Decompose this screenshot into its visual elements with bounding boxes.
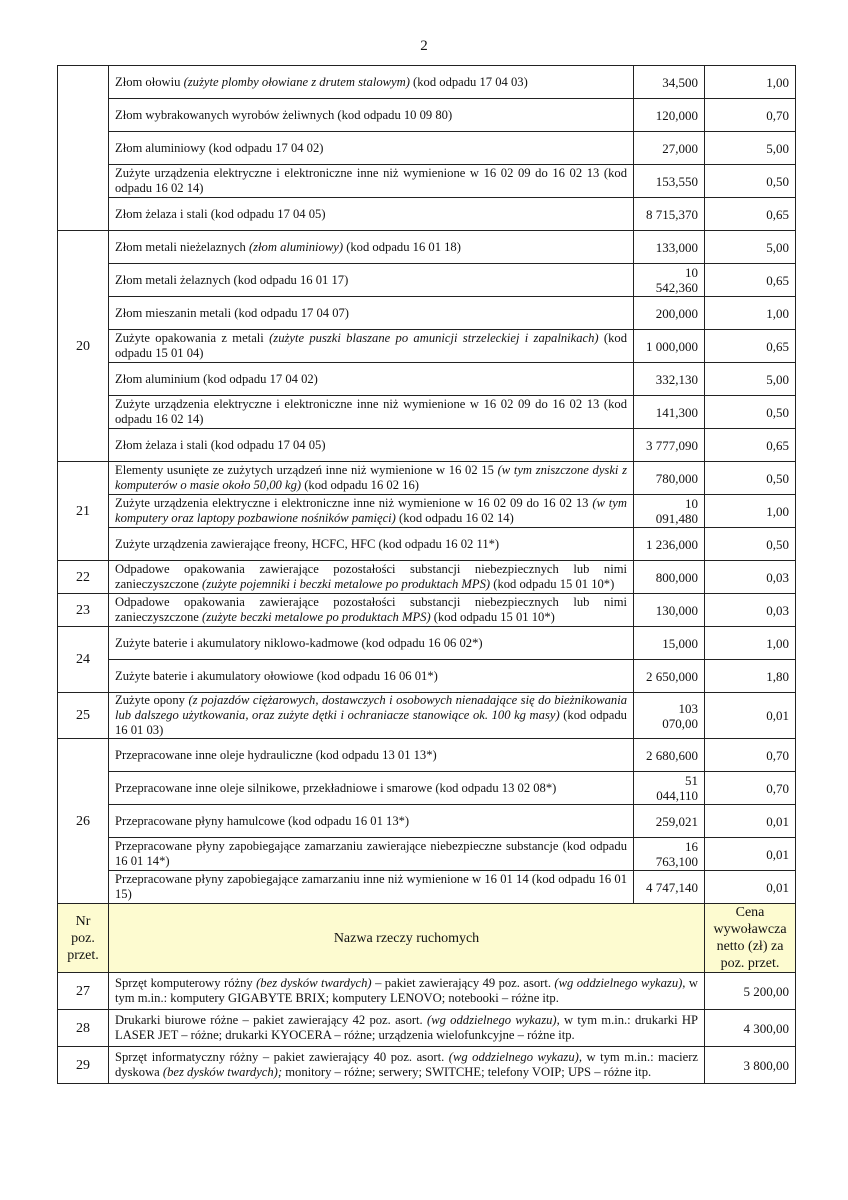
text-segment: Złom metali nieżelaznych	[115, 239, 249, 254]
item-price: 0,65	[705, 429, 796, 462]
item-number: 25	[58, 693, 109, 739]
item-price: 0,70	[705, 739, 796, 772]
item-number: 27	[58, 973, 109, 1010]
text-segment: (kod odpadu 16 01 03)	[115, 708, 627, 737]
item-price: 5,00	[705, 363, 796, 396]
item-name	[109, 198, 634, 231]
italic-note: (wg oddzielnego wykazu),	[427, 1013, 560, 1027]
italic-note: (zużyte pojemniki i beczki metalowe po produktach MPS)	[202, 577, 491, 591]
text-segment: Złom aluminiowy (kod odpadu 17 04 02)	[115, 140, 324, 155]
text-segment: Przepracowane inne oleje hydrauliczne (kod odpadu 13 01 13*)	[115, 747, 437, 762]
table-row	[58, 693, 796, 739]
text-segment: Zużyte urządzenia elektryczne i elektroniczne inne niż wymienione w 16 02 09 do 16 02 13 (kod odpadu 16 02 14)	[115, 397, 627, 426]
text-segment: Sprzęt komputerowy różny	[115, 976, 257, 990]
item-price: 0,70	[705, 99, 796, 132]
item-price: 0,01	[705, 871, 796, 904]
item-name	[109, 66, 634, 99]
text-segment: Złom żelaza i stali (kod odpadu 17 04 05)	[115, 437, 326, 452]
table-row	[58, 363, 796, 396]
item-name	[109, 363, 634, 396]
item-price: 0,70	[705, 772, 796, 805]
table-row	[58, 739, 796, 772]
italic-note: (wg oddzielnego wykazu),	[554, 976, 686, 990]
item-quantity: 103 070,00	[634, 693, 705, 739]
table-row	[58, 627, 796, 660]
table-row	[58, 805, 796, 838]
item-price: 0,50	[705, 396, 796, 429]
italic-note: (w tym komputery oraz laptopy pozbawione nośników pamięci)	[115, 496, 627, 525]
item-quantity: 141,300	[634, 396, 705, 429]
italic-note: (bez dysków twardych);	[162, 1065, 283, 1079]
table-row	[58, 1047, 796, 1084]
item-name	[109, 99, 634, 132]
table-row	[58, 528, 796, 561]
item-quantity: 800,000	[634, 561, 705, 594]
item-price: 3 800,00	[705, 1047, 796, 1084]
item-number: 21	[58, 462, 109, 561]
item-price: 1,00	[705, 297, 796, 330]
item-quantity: 1 236,000	[634, 528, 705, 561]
text-segment: – pakiet zawierający 49 poz. asort.	[371, 976, 555, 990]
item-name	[109, 264, 634, 297]
text-segment: (kod odpadu 16 02 16)	[301, 478, 419, 492]
text-segment: Złom wybrakowanych wyrobów żeliwnych (kod odpadu 10 09 80)	[115, 107, 453, 122]
table-row	[58, 264, 796, 297]
item-name	[109, 693, 634, 739]
text-segment: (kod odpadu 15 01 10*)	[430, 610, 555, 624]
item-name	[109, 429, 634, 462]
item-number: 22	[58, 561, 109, 594]
text-segment: (kod odpadu 15 01 04)	[115, 331, 627, 360]
table-row	[58, 462, 796, 495]
item-quantity: 130,000	[634, 594, 705, 627]
text-segment: Sprzęt informatyczny różny – pakiet zawierający 40 poz. asort.	[115, 1050, 449, 1064]
item-name	[109, 165, 634, 198]
item-name	[109, 594, 634, 627]
text-segment: Złom ołowiu	[115, 74, 184, 89]
item-name	[109, 396, 634, 429]
item-price: 0,50	[705, 165, 796, 198]
item-price: 0,01	[705, 838, 796, 871]
text-segment: Zużyte baterie i akumulatory niklowo-kadmowe (kod odpadu 16 06 02*)	[115, 635, 483, 650]
text-segment: Przepracowane płyny hamulcowe (kod odpadu 16 01 13*)	[115, 813, 410, 828]
text-segment: Zużyte urządzenia zawierające freony, HCFC, HFC (kod odpadu 16 02 11*)	[115, 536, 500, 551]
table-row	[58, 838, 796, 871]
item-name	[109, 561, 634, 594]
item-quantity: 8 715,370	[634, 198, 705, 231]
item-price: 1,00	[705, 66, 796, 99]
table-row	[58, 561, 796, 594]
table-row	[58, 165, 796, 198]
item-price: 5,00	[705, 132, 796, 165]
table-row	[58, 99, 796, 132]
item-name	[109, 297, 634, 330]
text-segment: Przepracowane płyny zapobiegające zamarzaniu inne niż wymienione w 16 01 14 (kod odpadu 16 01 15)	[115, 872, 627, 901]
item-number: 28	[58, 1010, 109, 1047]
auction-items-table	[57, 65, 796, 1084]
item-quantity: 259,021	[634, 805, 705, 838]
item-price: 0,65	[705, 330, 796, 363]
item-quantity: 2 680,600	[634, 739, 705, 772]
italic-note: (zużyte beczki metalowe po produktach MPS)	[202, 610, 431, 624]
item-name	[109, 1010, 705, 1047]
table-row	[58, 1010, 796, 1047]
item-name	[109, 838, 634, 871]
text-segment: (kod odpadu 16 02 14)	[395, 511, 514, 525]
text-segment: monitory – różne; serwery; SWITCHE; telefony VOIP; UPS – różne itp.	[282, 1065, 652, 1079]
table-row	[58, 973, 796, 1010]
text-segment: (kod odpadu 16 01 18)	[343, 239, 461, 254]
item-price: 0,50	[705, 462, 796, 495]
item-price: 0,03	[705, 561, 796, 594]
item-number: 24	[58, 627, 109, 693]
header-row	[58, 904, 796, 973]
item-name	[109, 973, 705, 1010]
item-quantity: 200,000	[634, 297, 705, 330]
table-row	[58, 231, 796, 264]
italic-note: (zużyte plomby ołowiane z drutem stalowym)	[183, 74, 410, 89]
text-segment: Zużyte opony	[115, 693, 189, 707]
item-price: 5,00	[705, 231, 796, 264]
text-segment: (kod odpadu 15 01 10*)	[490, 577, 615, 591]
item-quantity: 10 091,480	[634, 495, 705, 528]
item-quantity: 51 044,110	[634, 772, 705, 805]
page-number: 2	[420, 38, 428, 54]
table-row	[58, 396, 796, 429]
item-number: 26	[58, 739, 109, 904]
item-name	[109, 660, 634, 693]
item-quantity: 3 777,090	[634, 429, 705, 462]
italic-note: (z pojazdów ciężarowych, dostawczych i osobowych nienadające się do bieżnikowania lub dalszego użytkowania, oraz zużyte dętki i ochraniacze stanowiące ok. 100 kg masy)	[115, 693, 628, 722]
item-name	[109, 772, 634, 805]
item-name	[109, 871, 634, 904]
item-number: 20	[58, 231, 109, 462]
item-number: 29	[58, 1047, 109, 1084]
item-name	[109, 132, 634, 165]
item-quantity: 153,550	[634, 165, 705, 198]
table-row	[58, 871, 796, 904]
header-name: Nazwa rzeczy ruchomych	[109, 904, 705, 973]
text-segment: Odpadowe opakowania zawierające pozostałości substancji niebezpiecznych lub nimi zanieczyszczone	[115, 595, 627, 624]
item-price: 1,00	[705, 495, 796, 528]
text-segment: w tym m.in.: drukarki HP LASER JET – różne; drukarki KYOCERA – różne; urządzenia wielofunkcyjne – różne itp.	[115, 1013, 698, 1042]
italic-note: (bez dysków twardych)	[256, 976, 372, 990]
item-price: 0,03	[705, 594, 796, 627]
item-price: 1,00	[705, 627, 796, 660]
text-segment: Przepracowane płyny zapobiegające zamarzaniu zawierające niebezpieczne substancje (kod odpadu 16 01 14*)	[115, 839, 627, 868]
item-quantity: 34,500	[634, 66, 705, 99]
header-nr: Nr poz. przet.	[58, 904, 109, 973]
text-segment: Złom mieszanin metali (kod odpadu 17 04 07)	[115, 305, 349, 320]
item-name	[109, 528, 634, 561]
item-name	[109, 231, 634, 264]
item-quantity: 2 650,000	[634, 660, 705, 693]
table-row	[58, 772, 796, 805]
text-segment: Złom aluminium (kod odpadu 17 04 02)	[115, 371, 318, 386]
item-price: 4 300,00	[705, 1010, 796, 1047]
table-row	[58, 198, 796, 231]
text-segment: w tym m.in.: macierz dyskowa	[115, 1050, 698, 1079]
item-quantity: 120,000	[634, 99, 705, 132]
item-price: 0,50	[705, 528, 796, 561]
header-cena: Cena wywoławcza netto (zł) za poz. przet.	[705, 904, 796, 973]
item-price: 0,01	[705, 693, 796, 739]
item-quantity: 10 542,360	[634, 264, 705, 297]
item-number: 23	[58, 594, 109, 627]
text-segment: Elementy usunięte ze zużytych urządzeń inne niż wymienione w 16 02 15	[115, 463, 498, 477]
text-segment: Przepracowane inne oleje silnikowe, przekładniowe i smarowe (kod odpadu 13 02 08*)	[115, 780, 557, 795]
item-quantity: 1 000,000	[634, 330, 705, 363]
table-row	[58, 495, 796, 528]
item-name	[109, 330, 634, 363]
item-quantity: 27,000	[634, 132, 705, 165]
text-segment: Złom żelaza i stali (kod odpadu 17 04 05)	[115, 206, 326, 221]
item-name	[109, 739, 634, 772]
item-price: 0,01	[705, 805, 796, 838]
text-segment: Drukarki biurowe różne – pakiet zawierający 42 poz. asort.	[115, 1013, 427, 1027]
table-row	[58, 594, 796, 627]
text-segment: Zużyte opakowania z metali	[115, 331, 270, 345]
item-quantity: 133,000	[634, 231, 705, 264]
text-segment: (kod odpadu 17 04 03)	[409, 74, 528, 89]
table-row	[58, 132, 796, 165]
text-segment: Odpadowe opakowania zawierające pozostałości substancji niebezpiecznych lub nimi zanieczyszczone	[115, 562, 627, 591]
table-row	[58, 660, 796, 693]
text-segment: Zużyte baterie i akumulatory ołowiowe (kod odpadu 16 06 01*)	[115, 668, 438, 683]
item-price: 1,80	[705, 660, 796, 693]
item-name	[109, 462, 634, 495]
text-segment: Zużyte urządzenia elektryczne i elektroniczne inne niż wymienione w 16 02 09 do 16 02 13 (kod odpadu 16 02 14)	[115, 166, 627, 195]
text-segment: Zużyte urządzenia elektryczne i elektroniczne inne niż wymienione w 16 02 09 do 16 02 13	[115, 496, 593, 510]
italic-note: (w tym zniszczone dyski z komputerów o masie około 50,00 kg)	[115, 463, 627, 492]
table-body	[58, 66, 796, 1084]
italic-note: (złom aluminiowy)	[248, 239, 344, 254]
item-price: 5 200,00	[705, 973, 796, 1010]
text-segment: w tym m.in.: komputery GIGABYTE BRIX; komputery LENOVO; notebooki – różne itp.	[115, 976, 698, 1005]
italic-note: (zużyte puszki blaszane po amunicji strzeleckiej i zapalnikach)	[269, 331, 599, 345]
item-quantity: 780,000	[634, 462, 705, 495]
item-name	[109, 805, 634, 838]
item-name	[109, 1047, 705, 1084]
item-price: 0,65	[705, 264, 796, 297]
item-price: 0,65	[705, 198, 796, 231]
table-row	[58, 66, 796, 99]
item-name	[109, 627, 634, 660]
item-quantity: 16 763,100	[634, 838, 705, 871]
table-row	[58, 330, 796, 363]
table-row	[58, 429, 796, 462]
text-segment: Złom metali żelaznych (kod odpadu 16 01 17)	[115, 272, 349, 287]
item-quantity: 15,000	[634, 627, 705, 660]
table-row	[58, 297, 796, 330]
item-quantity: 4 747,140	[634, 871, 705, 904]
italic-note: (wg oddzielnego wykazu),	[448, 1050, 582, 1064]
item-number	[58, 66, 109, 231]
item-quantity: 332,130	[634, 363, 705, 396]
item-name	[109, 495, 634, 528]
